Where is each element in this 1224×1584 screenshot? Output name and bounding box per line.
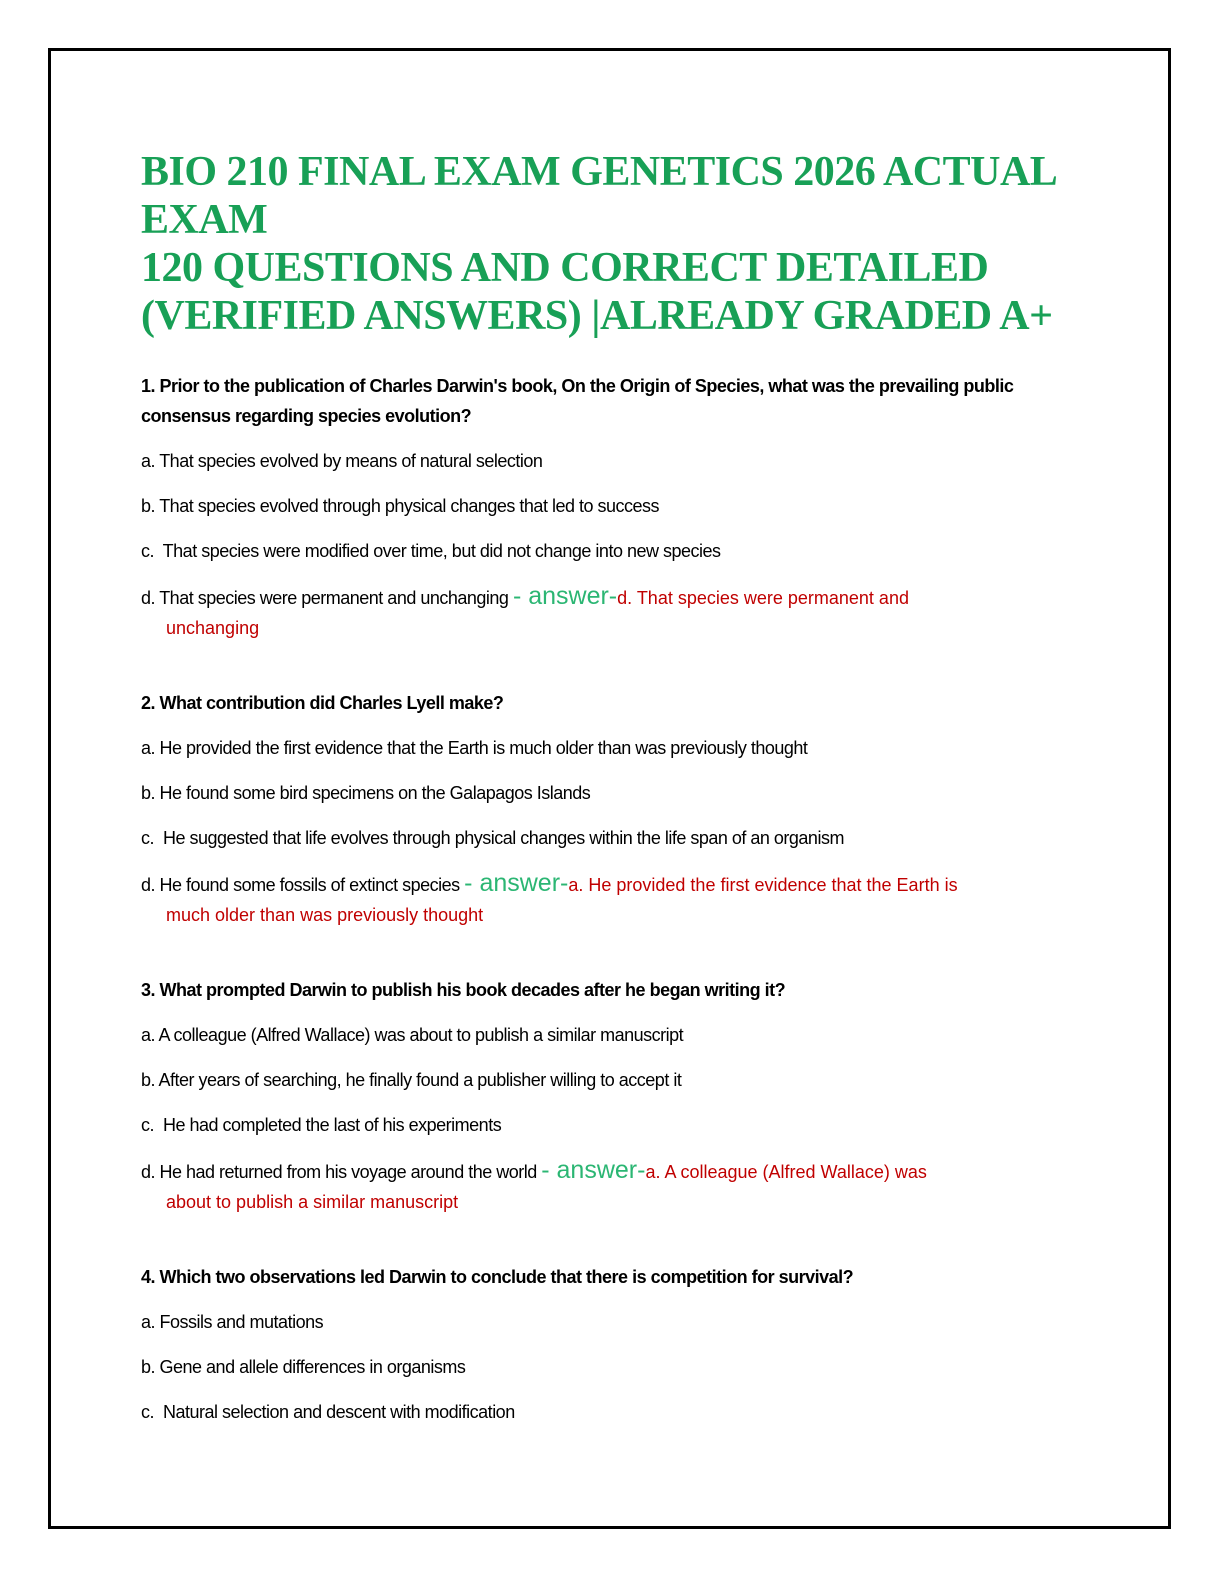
question-3-option-c: c. He had completed the last of his experiments	[141, 1115, 502, 1135]
question-3-answer-marker: - answer-	[541, 1156, 646, 1184]
question-1-answer-marker: - answer-	[512, 582, 618, 610]
page-content	[141, 148, 1066, 1442]
question-3-option-b: b. After years of searching, he finally found a publisher willing to accept it	[141, 1070, 682, 1090]
question-2-option-b: b. He found some bird specimens on the Galapagos Islands	[141, 783, 591, 803]
question-block-4	[141, 1262, 1066, 1427]
question-block-1	[141, 371, 1066, 643]
question-2-heading: 2. What contribution did Charles Lyell make?	[141, 693, 504, 713]
question-block-3	[141, 975, 1066, 1217]
question-3-answer-text-line-2: about to publish a similar manuscript	[166, 1192, 459, 1212]
question-3-answer-text-line-1: a. A colleague (Alfred Wallace) was	[645, 1162, 927, 1182]
question-2-option-d	[141, 868, 1066, 930]
question-1-option-b: b. That species evolved through physical changes that led to success	[141, 496, 659, 516]
question-2-option-c: c. He suggested that life evolves through physical changes within the life span of an organism	[141, 828, 844, 848]
question-4-option-b: b. Gene and allele differences in organisms	[141, 1357, 466, 1377]
question-1-answer-text-line-2: unchanging	[166, 618, 260, 638]
question-4-option-a: a. Fossils and mutations	[141, 1312, 324, 1332]
question-3-option-a: a. A colleague (Alfred Wallace) was about to publish a similar manuscript	[141, 1025, 684, 1045]
question-1-option-a: a. That species evolved by means of natural selection	[141, 451, 543, 471]
question-block-2	[141, 688, 1066, 930]
question-3-heading: 3. What prompted Darwin to publish his book decades after he began writing it?	[141, 980, 786, 1000]
exam-title-line-3: (VERIFIED ANSWERS) |ALREADY GRADED A+	[141, 293, 1053, 339]
question-2-option-a: a. He provided the first evidence that the Earth is much older than was previously thought	[141, 738, 808, 758]
question-2-answer-marker: - answer-	[464, 869, 569, 897]
question-1-heading: 1. Prior to the publication of Charles Darwin's book, On the Origin of Species, what was the prevailing public consensus regarding species evolution?	[141, 376, 1014, 426]
exam-title-line-2: 120 QUESTIONS AND CORRECT DETAILED	[141, 245, 989, 291]
question-1-answer-text-line-1: d. That species were permanent and	[617, 588, 909, 608]
question-4-option-c: c. Natural selection and descent with modification	[141, 1402, 515, 1422]
question-2-answer-text-line-1: a. He provided the first evidence that the Earth is	[568, 875, 958, 895]
question-3-option-d-text: d. He had returned from his voyage around the world	[141, 1162, 542, 1182]
question-1-option-d-text: d. That species were permanent and unchanging	[141, 588, 513, 608]
exam-title-line-1: BIO 210 FINAL EXAM GENETICS 2026 ACTUAL EXAM	[141, 149, 1055, 243]
question-4-heading: 4. Which two observations led Darwin to conclude that there is competition for survival?	[141, 1267, 854, 1287]
exam-title	[141, 148, 1066, 340]
question-3-option-d	[141, 1155, 1066, 1217]
question-2-option-d-text: d. He found some fossils of extinct species	[141, 875, 465, 895]
question-2-answer-text-line-2: much older than was previously thought	[166, 905, 484, 925]
question-1-option-c: c. That species were modified over time, but did not change into new species	[141, 541, 721, 561]
question-1-option-d	[141, 581, 1066, 643]
